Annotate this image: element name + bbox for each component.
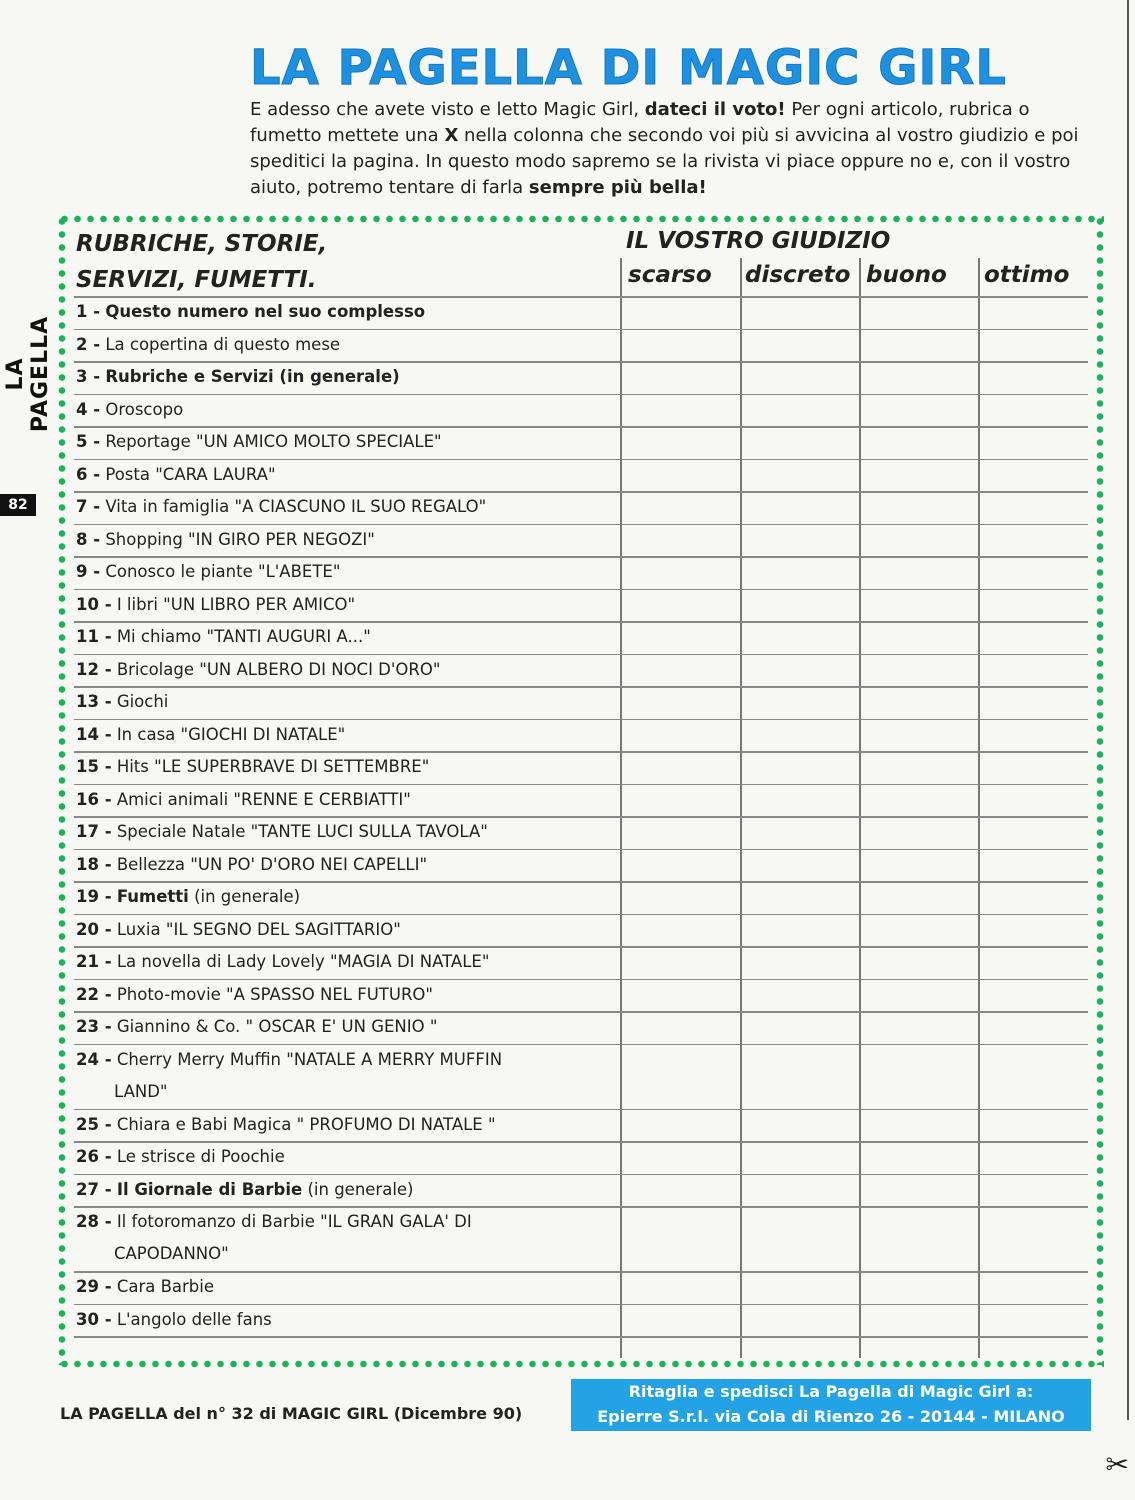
row-title-extra: (in generale) [302, 1179, 414, 1199]
table-row [76, 886, 616, 908]
table-row [76, 659, 616, 681]
row-number: 8 - [76, 529, 101, 549]
grid-hline [74, 1336, 1088, 1338]
row-title: Rubriche e Servizi (in generale) [105, 367, 400, 386]
row-title: Bellezza "UN PO' D'ORO NEI CAPELLI" [116, 854, 428, 874]
intro-bold-1: dateci il voto! [644, 99, 786, 120]
grid-hline [74, 946, 1088, 948]
row-title: Speciale Natale "TANTE LUCI SULLA TAVOLA" [116, 822, 488, 841]
grid-hline [74, 394, 1088, 396]
intro-text-2: Per ogni articolo, rubrica o fumetto mettete una [250, 99, 1030, 146]
column-header-ottimo: ottimo [984, 262, 1070, 288]
table-row [76, 1049, 616, 1103]
table-row [76, 334, 616, 356]
row-number: 29 - [76, 1277, 112, 1296]
grid-hline [74, 491, 1088, 493]
row-number: 4 - [76, 399, 101, 419]
table-row [76, 529, 616, 551]
table-row [76, 691, 616, 713]
row-title: Questo numero nel suo complesso [105, 302, 426, 321]
grid-hline [74, 361, 1088, 363]
row-number: 28 - [76, 1212, 112, 1231]
row-title: Conosco le piante "L'ABETE" [105, 562, 341, 581]
table-row [76, 1276, 616, 1298]
dotted-border-left [58, 215, 66, 1365]
grid-hline [74, 524, 1088, 526]
footer-issue-label: LA PAGELLA del n° 32 di MAGIC GIRL (Dicembre 90) [60, 1404, 523, 1423]
row-title: La copertina di questo mese [105, 334, 341, 354]
page-number: 82 [0, 494, 36, 516]
intro-bold-3: sempre più bella! [528, 177, 707, 198]
grid-hline [74, 849, 1088, 851]
column-header-buono: buono [866, 262, 947, 288]
row-title: Le strisce di Poochie [116, 1147, 285, 1166]
row-title: Oroscopo [105, 399, 184, 419]
grid-hline [74, 1271, 1088, 1273]
row-number: 6 - [76, 464, 101, 484]
row-title: Giannino & Co. " OSCAR E' UN GENIO " [116, 1017, 438, 1036]
grid-hline [74, 719, 1088, 721]
mailing-line-2: Epierre S.r.l. via Cola di Rienzo 26 - 20144 - MILANO [597, 1407, 1065, 1426]
table-row [76, 366, 616, 388]
row-number: 20 - [76, 919, 112, 939]
row-number: 22 - [76, 984, 112, 1004]
grid-hline [74, 881, 1088, 883]
dotted-border-top [58, 215, 1104, 223]
grid-vline [859, 258, 861, 1358]
grid-hline [74, 654, 1088, 656]
grid-vline [740, 258, 742, 1358]
side-label: LA PAGELLA [3, 315, 53, 433]
row-title: Cara Barbie [116, 1277, 215, 1296]
row-title: Mi chiamo "TANTI AUGURI A..." [116, 627, 371, 646]
grid-vline [978, 258, 980, 1358]
table-row [76, 919, 616, 941]
row-title: Shopping "IN GIRO PER NEGOZI" [105, 529, 375, 549]
row-number: 18 - [76, 854, 112, 874]
row-number: 2 - [76, 334, 101, 354]
grid-hline [74, 296, 1088, 298]
row-number: 21 - [76, 952, 112, 971]
row-title-continued: CAPODANNO" [114, 1244, 229, 1263]
row-number: 10 - [76, 594, 112, 614]
row-title: Hits "LE SUPERBRAVE DI SETTEMBRE" [116, 757, 430, 776]
row-number: 25 - [76, 1114, 112, 1134]
table-row [76, 984, 616, 1006]
row-title: Posta "CARA LAURA" [105, 464, 276, 484]
page-edge-line [1127, 0, 1129, 1420]
row-number: 23 - [76, 1017, 112, 1036]
grid-hline [74, 1044, 1088, 1046]
row-number: 1 - [76, 302, 101, 321]
row-number: 27 - [76, 1179, 112, 1199]
row-number: 15 - [76, 757, 112, 776]
grid-hline [74, 459, 1088, 461]
row-number: 14 - [76, 724, 112, 744]
grid-hline [74, 426, 1088, 428]
table-row [76, 821, 616, 843]
row-title: In casa "GIOCHI DI NATALE" [116, 724, 346, 744]
scissors-icon: ✂ [1105, 1448, 1129, 1481]
grid-hline [74, 1206, 1088, 1208]
grid-hline [74, 784, 1088, 786]
table-row [76, 464, 616, 486]
row-number: 16 - [76, 789, 112, 809]
row-number: 13 - [76, 692, 112, 711]
table-row [76, 789, 616, 811]
row-title: La novella di Lady Lovely "MAGIA DI NATALE" [116, 952, 490, 971]
table-row [76, 756, 616, 778]
table-row [76, 1114, 616, 1136]
row-title: I libri "UN LIBRO PER AMICO" [116, 594, 356, 614]
row-title: Reportage "UN AMICO MOLTO SPECIALE" [105, 432, 442, 451]
table-row [76, 431, 616, 453]
grid-hline [74, 816, 1088, 818]
table-row [76, 1179, 616, 1201]
grid-hline [74, 1011, 1088, 1013]
row-number: 30 - [76, 1309, 112, 1329]
row-title: Fumetti [116, 887, 189, 906]
grid-vline [620, 258, 622, 1358]
grid-hline [74, 914, 1088, 916]
row-number: 9 - [76, 562, 101, 581]
intro-text-1: E adesso che avete visto e letto Magic Girl, [250, 99, 645, 120]
grid-hline [74, 556, 1088, 558]
intro-bold-2: X [444, 125, 459, 146]
column-header-discreto: discreto [745, 262, 851, 288]
side-tab [0, 0, 53, 1500]
row-number: 7 - [76, 497, 101, 516]
row-title: Il fotoromanzo di Barbie "IL GRAN GALA' DI [116, 1212, 472, 1231]
row-title: Chiara e Babi Magica " PROFUMO DI NATALE " [116, 1114, 496, 1134]
row-title: Amici animali "RENNE E CERBIATTI" [116, 789, 411, 809]
table-row [76, 1146, 616, 1168]
table-row [76, 1211, 616, 1265]
table-row [76, 301, 616, 323]
mailing-line-1: Ritaglia e spedisci La Pagella di Magic Girl a: [628, 1382, 1034, 1401]
grid-hline [74, 1304, 1088, 1306]
left-header-line-2: SERVIZI, FUMETTI. [76, 267, 317, 293]
dotted-border-bottom [58, 1360, 1104, 1368]
table-row [76, 854, 616, 876]
row-number: 26 - [76, 1147, 112, 1166]
table-row [76, 724, 616, 746]
row-number: 12 - [76, 659, 112, 679]
grid-hline [74, 686, 1088, 688]
grid-hline [74, 751, 1088, 753]
table-row [76, 399, 616, 421]
left-header-line-1: RUBRICHE, STORIE, [76, 231, 328, 257]
table-row [76, 1309, 616, 1331]
grid-hline [74, 589, 1088, 591]
grid-hline [74, 1141, 1088, 1143]
row-number: 19 - [76, 887, 112, 906]
table-right-header: IL VOSTRO GIUDIZIO [626, 228, 891, 254]
grid-hline [74, 621, 1088, 623]
grid-hline [74, 1174, 1088, 1176]
row-title: Vita in famiglia "A CIASCUNO IL SUO REGALO" [105, 497, 487, 516]
row-title: Giochi [116, 692, 169, 711]
row-title: Luxia "IL SEGNO DEL SAGITTARIO" [116, 919, 401, 939]
table-row [76, 1016, 616, 1038]
row-title: Photo-movie "A SPASSO NEL FUTURO" [116, 984, 433, 1004]
row-title: Bricolage "UN ALBERO DI NOCI D'ORO" [116, 659, 441, 679]
table-row [76, 594, 616, 616]
row-number: 24 - [76, 1049, 112, 1069]
row-number: 11 - [76, 627, 112, 646]
column-header-scarso: scarso [628, 262, 712, 288]
table-row [76, 626, 616, 648]
intro-paragraph [250, 97, 1100, 201]
row-number: 5 - [76, 432, 101, 451]
intro-text-3: nella colonna che secondo voi più si avvicina al vostro giudizio e poi speditici la pagina. In questo modo sapremo se la rivista vi piace oppure no e, con il vostro aiuto, potremo tentare di farla [250, 125, 1079, 198]
mailing-address-box [571, 1379, 1091, 1431]
table-row [76, 951, 616, 973]
row-title-continued: LAND" [114, 1081, 168, 1101]
row-title: Il Giornale di Barbie [116, 1179, 303, 1199]
row-number: 3 - [76, 367, 101, 386]
table-row [76, 561, 616, 583]
grid-hline [74, 1109, 1088, 1111]
dotted-border-right [1096, 215, 1104, 1365]
row-number: 17 - [76, 822, 112, 841]
table-row [76, 496, 616, 518]
row-title: L'angolo delle fans [116, 1309, 272, 1329]
grid-hline [74, 979, 1088, 981]
row-title-extra: (in generale) [188, 887, 301, 906]
row-title: Cherry Merry Muffin "NATALE A MERRY MUFFIN [116, 1049, 503, 1069]
page-title: LA PAGELLA DI MAGIC GIRL [250, 40, 1007, 96]
grid-hline [74, 329, 1088, 331]
